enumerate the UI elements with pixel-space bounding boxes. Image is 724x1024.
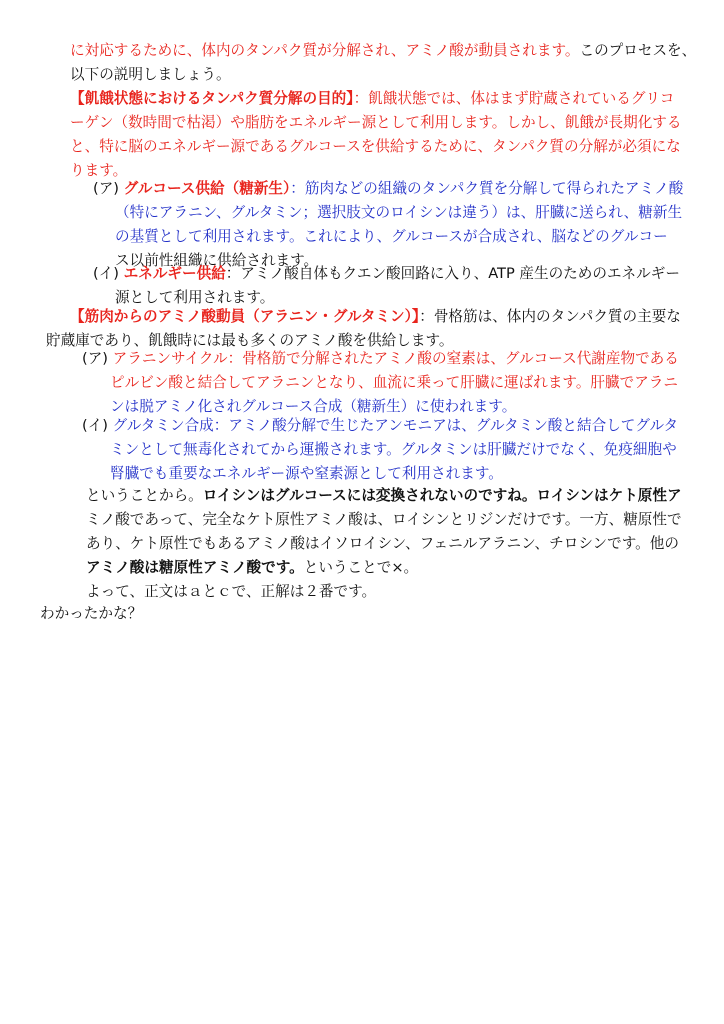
closing-line: わかったかな？ [40,605,143,622]
conclusion-line-4: アミノ酸は糖原性アミノ酸です。ということで×。 [86,559,419,576]
item-a-line-4: ス以前性組織に供給されます。 [115,252,319,269]
item-a-marker: (ア) [93,180,119,197]
intro-black-text: このプロセスを、 [579,42,697,59]
alanine-marker: (ア) [82,350,108,367]
conclusion-line-2: ミノ酸であって、完全なケト原性アミノ酸は、ロイシンとリジンだけです。一方、糖原性で [86,511,682,528]
purpose-line-4: ります。 [70,162,128,179]
item-i-label: エネルギー供給 [123,265,226,282]
intro-line-1 [70,39,696,63]
item-i-line-1: (イ) エネルギー供給：アミノ酸自体もクエン酸回路に入り、ATP 産生のためのエネルギー [93,265,680,282]
item-a-line-1: (ア) グルコース供給（糖新生）：筋肉などの組織のタンパク質を分解して得られたアミノ酸 [93,180,684,197]
alanine-line-2: ピルビン酸と結合してアラニンとなり、血流に乗って肝臓に運ばれます。肝臓でアラニ [110,374,678,391]
intro-line-2: 以下の説明しましょう。 [70,66,231,83]
glutamine-marker: (イ) [82,417,108,434]
purpose-line-1: 【飢餓状態におけるタンパク質分解の目的】：飢餓状態では、体はまず貯蔵されているグリコ [70,90,675,107]
item-i-marker: (イ) [93,265,119,282]
item-i-line-2: 源として利用されます。 [115,289,275,306]
purpose-line-2: ーゲン（数時間で枯渇）や脂肪をエネルギー源として利用します。しかし、飢餓が長期化する [70,114,682,131]
item-a-line-2: （特にアラニン、グルタミン；選択肢文のロイシンは違う）は、肝臓に送られ、糖新生 [115,204,683,221]
alanine-line-3: ンは脱アミノ化されグルコース合成（糖新生）に使われます。 [110,398,517,415]
answer-line: よって、正文はａとｃで、正解は２番です。 [86,583,377,600]
intro-red-text: に対応するために、体内のタンパク質が分解され、アミノ酸が動員されます。 [70,42,580,59]
mobilization-line-2: 貯蔵庫であり、飢餓時には最も多くのアミノ酸を供給します。 [46,332,454,349]
item-a-line-3: の基質として利用されます。これにより、グルコースが合成され、脳などのグルコー [115,228,668,245]
alanine-line-1: (ア) アラニンサイクル：骨格筋で分解されたアミノ酸の窒素は、グルコース代謝産物である [82,350,679,367]
glutamine-line-3: 腎臓でも重要なエネルギー源や窒素源として利用されます。 [110,465,503,482]
conclusion-line-3: あり、ケト原性でもあるアミノ酸はイソロイシン、フェニルアラニン、チロシンです。他の [86,535,679,552]
purpose-line-3: と、特に脳のエネルギー源であるグルコースを供給するために、タンパク質の分解が必須にな [70,138,681,155]
conclusion-line-1: ということから。ロイシンはグルコースには変換されないのですね。ロイシンはケト原性ア [86,487,682,504]
item-a-label: グルコース供給（糖新生） [123,180,291,197]
mobilization-heading: 【筋肉からのアミノ酸動員（アラニン・グルタミン）】 [70,308,420,325]
mobilization-line-1: 【筋肉からのアミノ酸動員（アラニン・グルタミン）】：骨格筋は、体内のタンパク質の主要な [70,308,681,325]
purpose-heading: 【飢餓状態におけるタンパク質分解の目的】 [70,90,354,107]
glutamine-line-2: ミンとして無毒化されてから運搬されます。グルタミンは肝臓だけでなく、免疫細胞や [110,441,677,458]
glutamine-line-1: (イ) グルタミン合成：アミノ酸分解で生じたアンモニアは、グルタミン酸と結合してグルタ [82,417,679,434]
